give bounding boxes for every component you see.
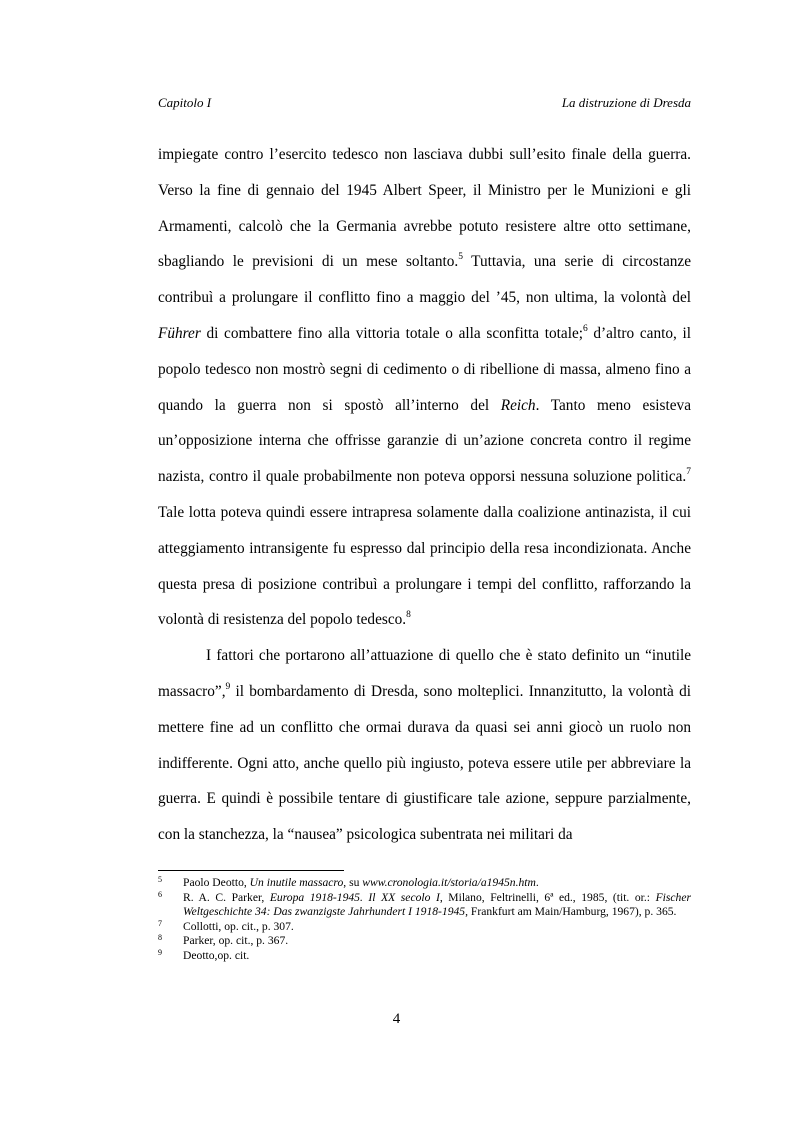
footnote-text: Collotti, op. cit., p. 307.: [183, 919, 294, 933]
header-chapter: Capitolo I: [158, 95, 212, 110]
footnote-number: 9: [158, 947, 162, 957]
footnote-title: Un inutile massacro: [249, 876, 344, 889]
p1-text-1: impiegate contro l’esercito tedesco non lasciava dubbi sull’esito finale della guerra. Verso la fine di gennaio del 1945 Albert Speer, il Ministro per le Munizioni e gli Armamenti, calcolò che la Germania avrebbe potuto resistere altre otto settimane, sbagliando le previsioni di un mese soltanto.: [158, 146, 691, 271]
header-title: La distruzione di Dresda: [561, 95, 691, 110]
p1-text-4: d’altro canto, il popolo tedesco non mostrò segni di cedimento o di ribellione di massa, almeno fino a quando la guerra non si spostò all’interno del: [158, 324, 691, 414]
footnote-6: [158, 891, 691, 920]
p2-text-1: I fattori che portarono all’attuazione di quello che è stato definito un “inutile massacro”,: [158, 647, 691, 700]
footnote-ref-8: 8: [406, 610, 411, 621]
p1-text-2: Tuttavia, una serie di circostanze contribuì a prolungare il conflitto fino a maggio del ’45, non ultima, la volontà del: [158, 253, 691, 307]
paragraph-2: [158, 638, 691, 853]
term-reich: Reich: [500, 396, 536, 414]
p1-text-3: di combattere fino alla vittoria totale o alla sconfitta totale;: [200, 324, 583, 342]
p1-text-5: . Tanto meno esisteva un’opposizione interna che offrisse garanzie di un’azione concreta contro il regime nazista, contro il quale probabilmente non poteva opporsi nessuna soluzione politica.: [158, 396, 691, 486]
footnote-8: [158, 934, 691, 949]
footnote-ref-9: 9: [225, 681, 231, 692]
p2-text-2: il bombardamento di Dresda, sono molteplici. Innanzitutto, la volontà di mettere fine ad un conflitto che ormai durava da quasi sei anni giocò un ruolo non indifferente. Ogni atto, anche quello più ingiusto, poteva essere utile per abbreviare la guerra. E quindi è possibile tentare di giustificare tale azione, seppure parzialmente, con la stanchezza, la “nausea” psicologica subentrata nei militari da: [158, 682, 691, 844]
footnote-number: 8: [158, 933, 162, 943]
p1-text-6: Tale lotta poteva quindi essere intrapresa solamente dalla coalizione antinazista, il cui atteggiamento intransigente fu espresso dal principio della resa incondizionata. Anche questa presa di posizione contribuì a prolungare i tempi del conflitto, rafforzando la volontà di resistenza del popolo tedesco.: [158, 503, 691, 629]
footnote-ref-7: 7: [686, 467, 691, 478]
footnote-text: , Frankfurt am Main/Hamburg, 1967), p. 365.: [465, 905, 677, 919]
footnote-text: .: [535, 876, 539, 889]
page-number: 4: [392, 1011, 401, 1027]
paragraph-1: [158, 137, 691, 638]
footnote-7: [158, 920, 691, 935]
term-fuhrer: Führer: [158, 324, 201, 342]
footnote-ref-5: 5: [458, 252, 463, 263]
footnote-text: , su: [343, 876, 363, 889]
running-header: [158, 95, 691, 113]
footnote-ref-6: 6: [582, 323, 588, 334]
footnote-url: www.cronologia.it/storia/a1945n.htm: [362, 876, 536, 889]
footnote-text: R. A. C. Parker,: [183, 890, 270, 904]
footnote-text: Deotto,op. cit.: [183, 948, 250, 962]
footnote-number: 5: [158, 875, 162, 884]
footnote-5: [158, 876, 691, 891]
footnote-text: Paolo Deotto,: [183, 876, 250, 889]
footnotes: [158, 876, 691, 964]
footnote-number: 6: [158, 889, 162, 899]
footnote-separator: [158, 870, 344, 871]
footnote-number: 7: [158, 918, 162, 928]
footnote-9: [158, 949, 691, 964]
body-text: [158, 137, 691, 853]
footnote-original-title: Fischer Weltgeschichte 34: Das zwanzigste Jahrhundert I 1918-1945: [183, 890, 692, 919]
footnote-text: , Milano, Feltrinelli, 6ª ed., 1985, (tit. or.:: [439, 890, 656, 904]
footnote-title: Europa 1918-1945. Il XX secolo I: [269, 890, 440, 904]
footnote-text: Parker, op. cit., p. 367.: [183, 934, 289, 948]
